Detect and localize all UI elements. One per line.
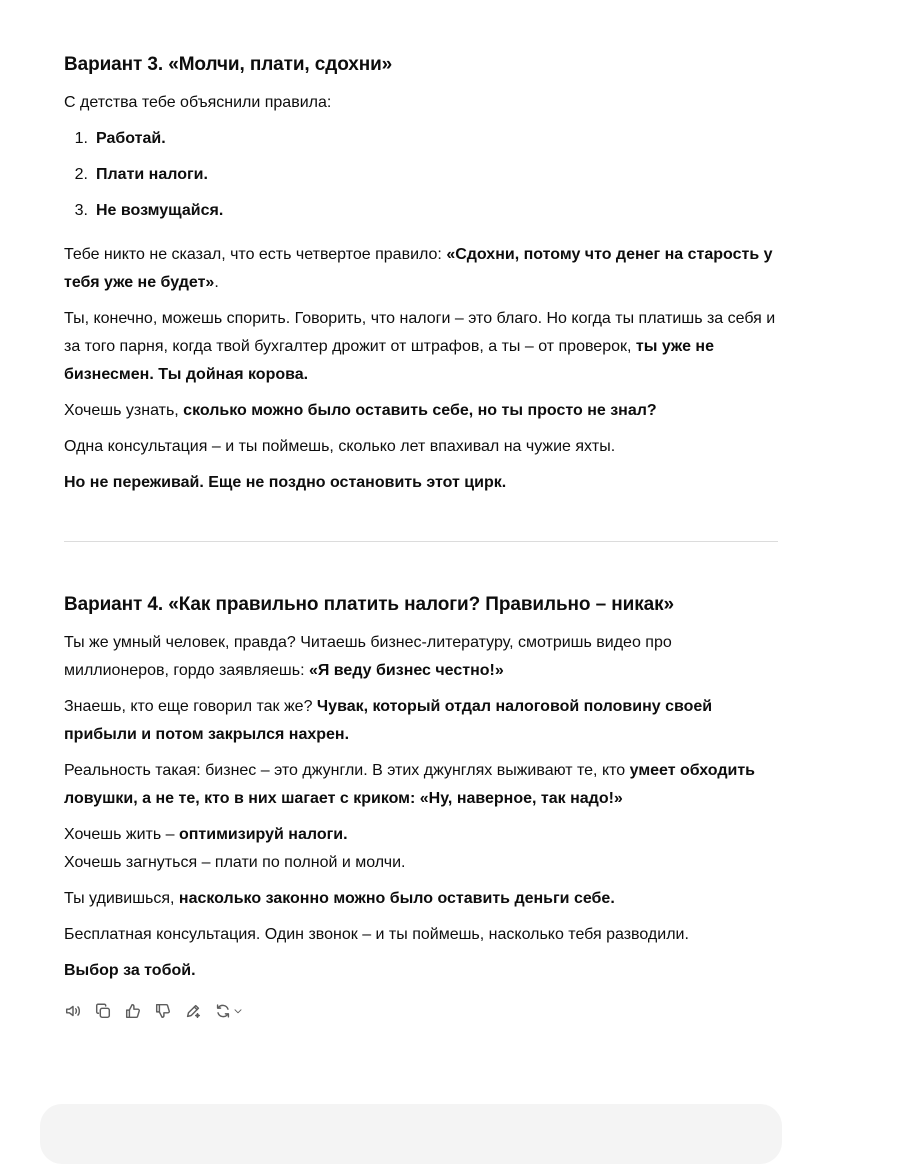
paragraph: Реальность такая: бизнес – это джунгли. В этих джунглях выживают те, кто умеет обходить ловушки, а не те, кто в них шагает с криком: «Ну, наверное, так надо!» — [64, 762, 755, 807]
chevron-down-icon — [232, 1005, 244, 1017]
read-aloud-button[interactable] — [62, 999, 84, 1023]
copy-button[interactable] — [92, 999, 114, 1023]
good-response-button[interactable] — [122, 999, 144, 1023]
edit-icon — [184, 1002, 202, 1020]
paragraph: Хочешь узнать, сколько можно было оставить себе, но ты просто не знал? — [64, 402, 657, 419]
paragraph: Тебе никто не сказал, что есть четвертое правило: «Сдохни, потому что денег на старость у тебя уже не будет». — [64, 246, 773, 291]
thumbs-down-icon — [154, 1002, 172, 1020]
regenerate-button[interactable] — [212, 999, 246, 1023]
copy-icon — [94, 1002, 112, 1020]
variant-3-title: Вариант 3. «Молчи, плати, сдохни» — [64, 54, 393, 75]
paragraph: Одна консультация – и ты поймешь, сколько лет впахивал на чужие яхты. — [64, 438, 616, 455]
message-composer[interactable] — [40, 1104, 782, 1164]
thumbs-up-icon — [124, 1002, 142, 1020]
list-item: 1. Работай. — [74, 130, 166, 147]
paragraph: Ты, конечно, можешь спорить. Говорить, что налоги – это благо. Но когда ты платишь за себя и за того парня, когда твой бухгалтер дрожит от штрафов, а ты – от проверок, ты уже не бизнесмен. Ты дойная корова. — [64, 310, 776, 383]
paragraph: Хочешь жить – оптимизируй налоги. Хочешь загнуться – плати по полной и молчи. — [64, 826, 406, 871]
regenerate-icon — [214, 1002, 232, 1020]
paragraph: Знаешь, кто еще говорил так же? Чувак, который отдал налоговой половину своей прибыли и потом закрылся нахрен. — [64, 698, 713, 743]
divider — [64, 541, 778, 542]
edit-in-canvas-button[interactable] — [182, 999, 204, 1023]
variant-4-title: Вариант 4. «Как правильно платить налоги? Правильно – никак» — [64, 594, 674, 615]
message-actions — [62, 999, 780, 1023]
paragraph: Бесплатная консультация. Один звонок – и ты поймешь, насколько тебя разводили. — [64, 926, 689, 943]
paragraph: Но не переживай. Еще не поздно остановить этот цирк. — [64, 474, 507, 491]
bad-response-button[interactable] — [152, 999, 174, 1023]
variant-3-intro: С детства тебе объяснили правила: — [64, 94, 332, 111]
speaker-icon — [64, 1002, 82, 1020]
list-item: 2. Плати налоги. — [74, 166, 208, 183]
paragraph: Ты удивишься, насколько законно можно было оставить деньги себе. — [64, 890, 615, 907]
assistant-message — [64, 52, 780, 1023]
list-item: 3. Не возмущайся. — [74, 202, 224, 219]
rules-list — [64, 125, 780, 225]
paragraph: Выбор за тобой. — [64, 962, 196, 979]
paragraph: Ты же умный человек, правда? Читаешь бизнес-литературу, смотришь видео про миллионеров, гордо заявляешь: «Я веду бизнес честно!» — [64, 634, 672, 679]
